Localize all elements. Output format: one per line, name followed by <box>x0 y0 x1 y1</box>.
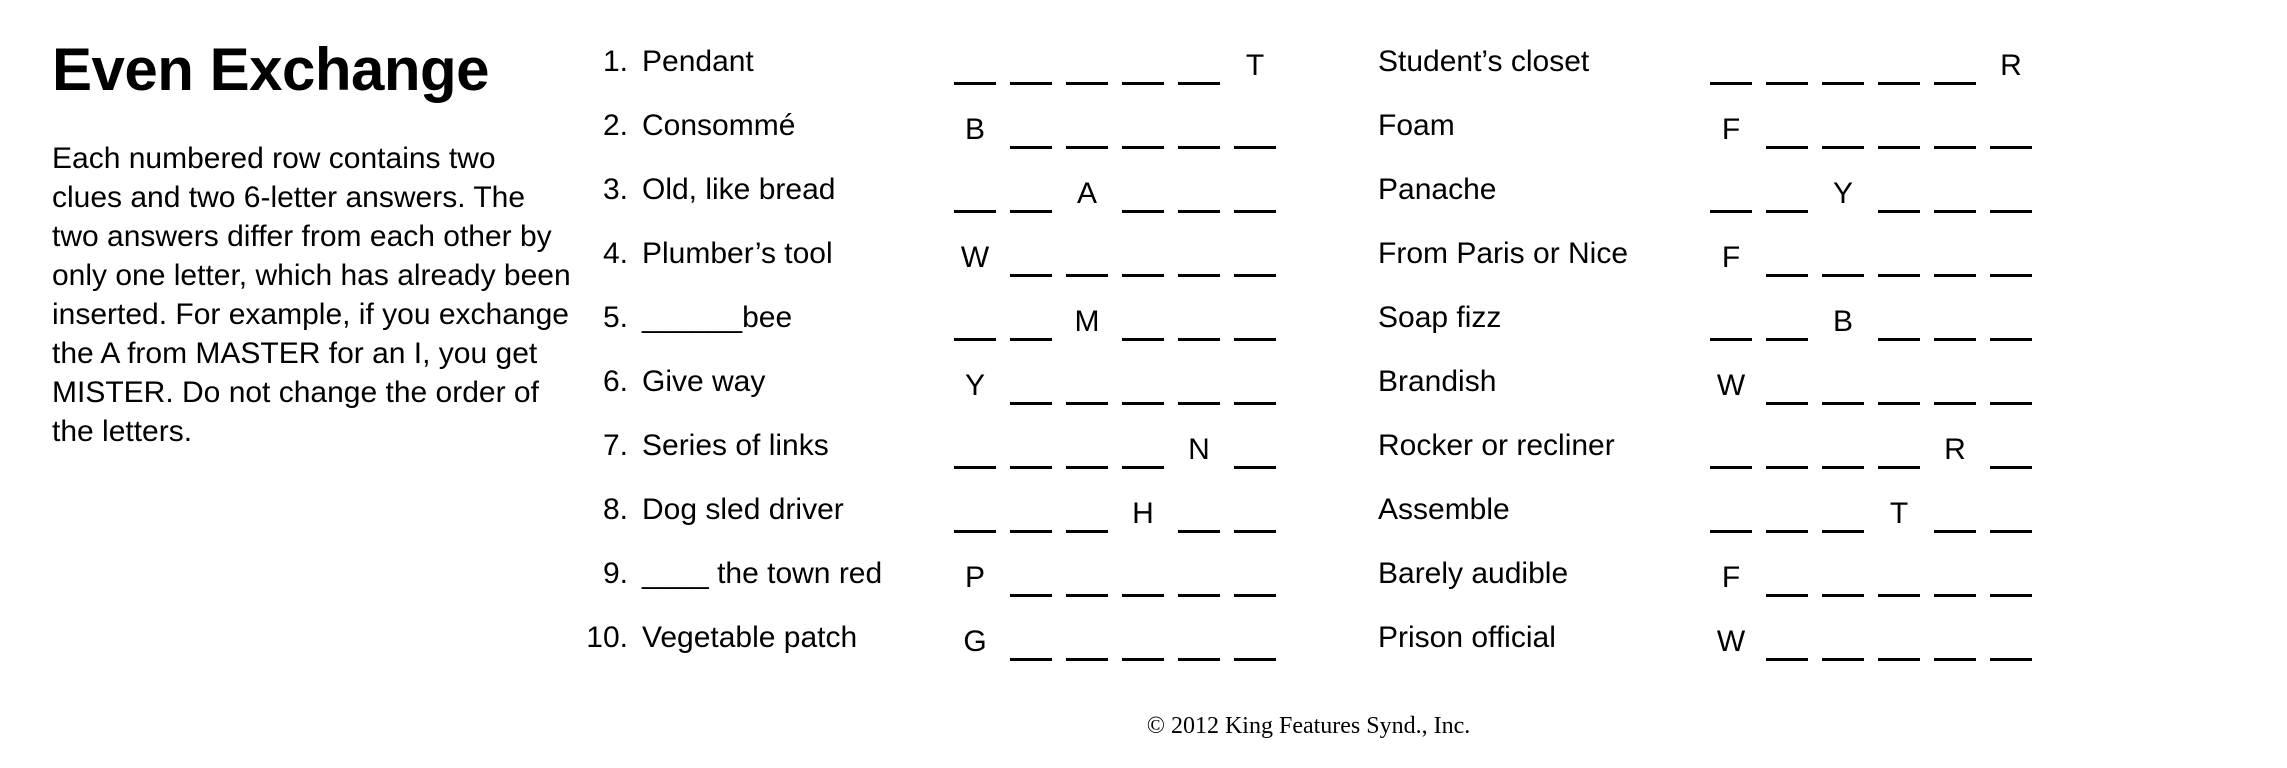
clue-right: Rocker or recliner <box>1378 429 1615 462</box>
clue-row <box>580 414 2287 478</box>
answer-blank[interactable] <box>1764 45 1810 89</box>
answer-letter[interactable] <box>1232 45 1278 89</box>
clue-left: Consommé <box>642 109 796 142</box>
answer-blank[interactable] <box>1008 557 1054 601</box>
answer-blank[interactable] <box>1876 237 1922 281</box>
clue-row <box>580 222 2287 286</box>
answer-blank[interactable] <box>1932 173 1978 217</box>
answer-blank[interactable] <box>1988 237 2034 281</box>
answer-blank[interactable] <box>1232 621 1278 665</box>
clue-left: ______bee <box>642 301 793 334</box>
row-number: 4. <box>602 237 628 270</box>
answer-blank[interactable] <box>1064 109 1110 153</box>
answer-blanks-left[interactable] <box>952 227 1352 281</box>
answer-blank[interactable] <box>1764 557 1810 601</box>
answer-blank[interactable] <box>1120 109 1166 153</box>
answer-blank[interactable] <box>1764 237 1810 281</box>
answer-blank[interactable] <box>1820 493 1866 537</box>
answer-blank[interactable] <box>1008 173 1054 217</box>
answer-letter[interactable] <box>1876 493 1922 537</box>
clue-row <box>580 606 2287 670</box>
answer-letter[interactable] <box>952 557 998 601</box>
answer-blank[interactable] <box>1932 45 1978 89</box>
answer-blanks-right[interactable] <box>1708 227 2108 281</box>
answer-blank[interactable] <box>1764 173 1810 217</box>
letter-glyph: T <box>1245 49 1265 82</box>
clue-row <box>580 30 2287 94</box>
answer-blank[interactable] <box>1120 621 1166 665</box>
answer-blank[interactable] <box>1988 109 2034 153</box>
answer-blank[interactable] <box>1176 45 1222 89</box>
clue-left: ____ the town red <box>642 557 883 590</box>
answer-blank[interactable] <box>1764 621 1810 665</box>
clue-row <box>580 542 2287 606</box>
clue-right: Foam <box>1378 109 1455 142</box>
answer-letter[interactable] <box>1120 493 1166 537</box>
answer-blank[interactable] <box>1232 557 1278 601</box>
answer-blank[interactable] <box>1988 301 2034 345</box>
answer-blank[interactable] <box>1064 493 1110 537</box>
clue-left: Vegetable patch <box>642 621 858 654</box>
answer-blank[interactable] <box>1932 365 1978 409</box>
clue-right: Soap fizz <box>1378 301 1502 334</box>
answer-blank[interactable] <box>1932 493 1978 537</box>
clue-row <box>580 350 2287 414</box>
letter-glyph: N <box>1188 433 1210 466</box>
answer-blank[interactable] <box>1988 493 2034 537</box>
answer-blank[interactable] <box>1232 365 1278 409</box>
answer-blank[interactable] <box>1932 237 1978 281</box>
answer-blank[interactable] <box>1876 45 1922 89</box>
clue-right: Student’s closet <box>1378 45 1590 78</box>
answer-blank[interactable] <box>1708 493 1754 537</box>
answer-blank[interactable] <box>1876 621 1922 665</box>
answer-blank[interactable] <box>1008 109 1054 153</box>
answer-letter[interactable] <box>1176 429 1222 473</box>
letter-glyph: W <box>1716 625 1746 658</box>
answer-blanks-right[interactable] <box>1708 291 2108 345</box>
answer-blank[interactable] <box>1820 429 1866 473</box>
row-number: 8. <box>602 493 628 526</box>
clue-right: Brandish <box>1378 365 1497 398</box>
answer-blank[interactable] <box>1232 301 1278 345</box>
answer-blank[interactable] <box>1176 557 1222 601</box>
answer-letter[interactable] <box>1708 621 1754 665</box>
answer-letter[interactable] <box>952 621 998 665</box>
letter-glyph: R <box>2000 49 2022 82</box>
answer-letter[interactable] <box>1064 173 1110 217</box>
answer-blank[interactable] <box>1988 557 2034 601</box>
answer-blank[interactable] <box>1232 429 1278 473</box>
letter-glyph: W <box>960 241 990 274</box>
answer-blank[interactable] <box>1932 301 1978 345</box>
answer-blank[interactable] <box>1820 365 1866 409</box>
answer-letter[interactable] <box>1708 237 1754 281</box>
answer-blank[interactable] <box>1764 301 1810 345</box>
answer-letter[interactable] <box>952 365 998 409</box>
answer-blank[interactable] <box>1232 173 1278 217</box>
answer-blanks-left[interactable] <box>952 163 1352 217</box>
clue-row <box>580 158 2287 222</box>
answer-blank[interactable] <box>952 301 998 345</box>
answer-blanks-right[interactable] <box>1708 547 2108 601</box>
answer-blank[interactable] <box>1064 365 1110 409</box>
answer-blanks-left[interactable] <box>952 291 1352 345</box>
answer-blanks-right[interactable] <box>1708 483 2108 537</box>
answer-blank[interactable] <box>1064 429 1110 473</box>
answer-blanks-right[interactable] <box>1708 419 2108 473</box>
answer-blank[interactable] <box>1064 557 1110 601</box>
answer-blank[interactable] <box>1988 621 2034 665</box>
answer-letter[interactable] <box>1064 301 1110 345</box>
clue-left: Plumber’s tool <box>642 237 833 270</box>
answer-blanks-right[interactable] <box>1708 99 2108 153</box>
letter-glyph: B <box>1832 305 1853 338</box>
answer-blank[interactable] <box>1876 429 1922 473</box>
instructions-text: Each numbered row contains two clues and two 6-letter answers. The two answers differ from each other by only one letter, which has already been inserted. For example, if you exchange the A from MASTER for an I, you get MISTER. Do not change the order of the letters. <box>52 142 571 448</box>
answer-letter[interactable] <box>952 109 998 153</box>
letter-glyph: M <box>1074 305 1100 338</box>
clue-right: Barely audible <box>1378 557 1569 590</box>
letter-glyph: B <box>964 113 985 146</box>
answer-blank[interactable] <box>1876 301 1922 345</box>
clue-right: Assemble <box>1378 493 1510 526</box>
answer-letter[interactable] <box>1988 45 2034 89</box>
letter-glyph: F <box>1721 113 1741 146</box>
answer-blank[interactable] <box>1176 301 1222 345</box>
answer-blank[interactable] <box>1176 493 1222 537</box>
answer-blank[interactable] <box>1008 45 1054 89</box>
answer-blank[interactable] <box>1176 237 1222 281</box>
answer-blank[interactable] <box>1988 173 2034 217</box>
answer-blank[interactable] <box>1876 173 1922 217</box>
answer-blank[interactable] <box>1232 237 1278 281</box>
answer-letter[interactable] <box>1820 301 1866 345</box>
letter-glyph: H <box>1132 497 1154 530</box>
letter-glyph: F <box>1721 241 1741 274</box>
clue-right: Panache <box>1378 173 1497 206</box>
answer-blank[interactable] <box>1064 621 1110 665</box>
clue-right: Prison official <box>1378 621 1556 654</box>
letter-glyph: P <box>964 561 985 594</box>
answer-blank[interactable] <box>1008 237 1054 281</box>
answer-blank[interactable] <box>1932 109 1978 153</box>
answer-blank[interactable] <box>1176 173 1222 217</box>
clue-left: Series of links <box>642 429 829 462</box>
answer-blank[interactable] <box>1876 365 1922 409</box>
answer-blank[interactable] <box>1008 365 1054 409</box>
answer-blank[interactable] <box>1008 621 1054 665</box>
answer-blank[interactable] <box>1820 237 1866 281</box>
answer-blank[interactable] <box>1064 45 1110 89</box>
answer-blank[interactable] <box>1008 429 1054 473</box>
answer-blanks-left[interactable] <box>952 355 1352 409</box>
answer-blank[interactable] <box>952 493 998 537</box>
answer-blank[interactable] <box>1176 109 1222 153</box>
clue-row <box>580 478 2287 542</box>
answer-blank[interactable] <box>1708 45 1754 89</box>
answer-blanks-left[interactable] <box>952 483 1352 537</box>
clue-left: Pendant <box>642 45 754 78</box>
answer-blanks-left[interactable] <box>952 419 1352 473</box>
answer-blanks-right[interactable] <box>1708 35 2108 89</box>
answer-blank[interactable] <box>1708 301 1754 345</box>
answer-blanks-left[interactable] <box>952 547 1352 601</box>
copyright-credit: © 2012 King Features Synd., Inc. <box>1146 713 1471 739</box>
answer-blanks-left[interactable] <box>952 35 1352 89</box>
answer-letter[interactable] <box>1708 557 1754 601</box>
row-number: 10. <box>586 621 628 654</box>
answer-blank[interactable] <box>1120 237 1166 281</box>
answer-blanks-left[interactable] <box>952 611 1352 665</box>
answer-blank[interactable] <box>1764 429 1810 473</box>
clue-left: Dog sled driver <box>642 493 844 526</box>
answer-blank[interactable] <box>1008 493 1054 537</box>
answer-blank[interactable] <box>1764 493 1810 537</box>
letter-glyph: F <box>1721 561 1741 594</box>
answer-blanks-right[interactable] <box>1708 163 2108 217</box>
answer-blank[interactable] <box>1120 429 1166 473</box>
answer-blank[interactable] <box>1820 109 1866 153</box>
answer-blank[interactable] <box>1988 365 2034 409</box>
row-number: 6. <box>602 365 628 398</box>
letter-glyph: T <box>1889 497 1909 530</box>
answer-blank[interactable] <box>1232 109 1278 153</box>
answer-blank[interactable] <box>1120 45 1166 89</box>
row-number: 7. <box>602 429 628 462</box>
answer-blank[interactable] <box>1708 429 1754 473</box>
answer-blank[interactable] <box>952 429 998 473</box>
answer-blanks-left[interactable] <box>952 99 1352 153</box>
answer-blank[interactable] <box>1876 109 1922 153</box>
clue-rows <box>580 20 2287 670</box>
page-title: Even Exchange <box>52 36 490 103</box>
answer-letter[interactable] <box>1932 429 1978 473</box>
answer-blank[interactable] <box>1064 237 1110 281</box>
answer-blank[interactable] <box>1764 109 1810 153</box>
intro-column <box>0 20 580 451</box>
answer-blank[interactable] <box>1820 621 1866 665</box>
answer-blank[interactable] <box>1120 365 1166 409</box>
answer-blanks-right[interactable] <box>1708 355 2108 409</box>
answer-blank[interactable] <box>1008 301 1054 345</box>
answer-blank[interactable] <box>1764 365 1810 409</box>
answer-blank[interactable] <box>1820 45 1866 89</box>
clue-left: Give way <box>642 365 766 398</box>
answer-blank[interactable] <box>952 173 998 217</box>
answer-letter[interactable] <box>952 237 998 281</box>
clue-row <box>580 94 2287 158</box>
answer-blank[interactable] <box>1932 557 1978 601</box>
row-number: 5. <box>602 301 628 334</box>
answer-blank[interactable] <box>1932 621 1978 665</box>
row-number: 1. <box>602 45 628 78</box>
answer-blank[interactable] <box>1120 301 1166 345</box>
clue-right: From Paris or Nice <box>1378 237 1629 270</box>
answer-blank[interactable] <box>1876 557 1922 601</box>
answer-blank[interactable] <box>1176 621 1222 665</box>
answer-letter[interactable] <box>1708 109 1754 153</box>
clue-left: Old, like bread <box>642 173 836 206</box>
letter-glyph: Y <box>1832 177 1853 210</box>
answer-blank[interactable] <box>1820 557 1866 601</box>
answer-blank[interactable] <box>1120 173 1166 217</box>
letter-glyph: Y <box>964 369 985 402</box>
answer-blank[interactable] <box>1232 493 1278 537</box>
answer-letter[interactable] <box>1708 365 1754 409</box>
row-number: 9. <box>602 557 628 590</box>
answer-blanks-right[interactable] <box>1708 611 2108 665</box>
letter-glyph: A <box>1076 177 1097 210</box>
row-number: 2. <box>602 109 628 142</box>
letter-glyph: R <box>1944 433 1966 466</box>
letter-glyph: G <box>963 625 987 658</box>
row-number: 3. <box>602 173 628 206</box>
answer-blank[interactable] <box>1120 557 1166 601</box>
answer-blank[interactable] <box>1708 173 1754 217</box>
answer-blank[interactable] <box>1988 429 2034 473</box>
letter-glyph: W <box>1716 369 1746 402</box>
clue-row <box>580 286 2287 350</box>
answer-blank[interactable] <box>1176 365 1222 409</box>
answer-letter[interactable] <box>1820 173 1866 217</box>
answer-blank[interactable] <box>952 45 998 89</box>
